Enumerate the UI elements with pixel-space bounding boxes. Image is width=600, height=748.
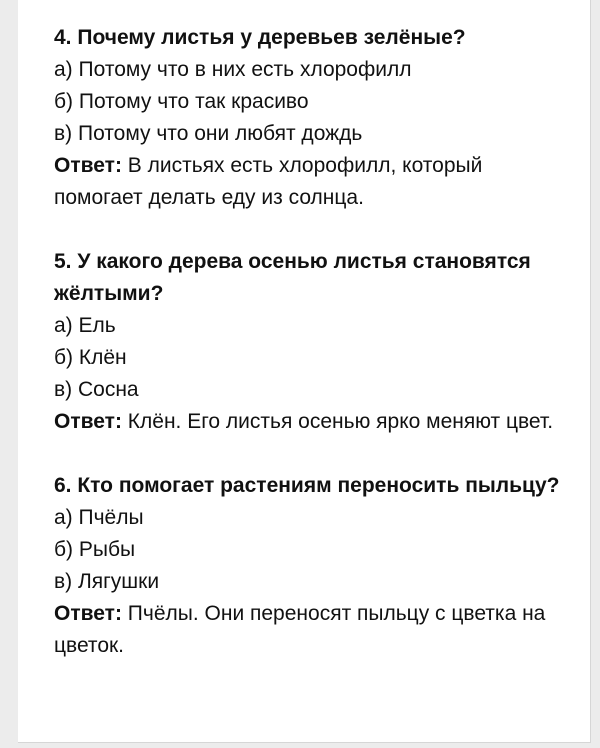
answer-label: Ответ: xyxy=(54,154,122,177)
answer-text: Клён. Его листья осенью ярко меняют цвет. xyxy=(127,410,554,433)
answer-option: а) Ель xyxy=(54,314,116,337)
answer-option: б) Рыбы xyxy=(54,538,136,561)
question-block-6 xyxy=(54,470,574,662)
question-block-4 xyxy=(54,22,574,214)
answer-option: б) Потому что так красиво xyxy=(54,90,309,113)
answer-line xyxy=(54,150,574,214)
answer-option: а) Потому что в них есть хлорофилл xyxy=(54,58,412,81)
answer-line xyxy=(54,598,574,662)
quiz-content xyxy=(54,22,574,694)
answer-option: в) Сосна xyxy=(54,378,139,401)
answer-text: В листьях есть хлорофилл, который помогает делать еду из солнца. xyxy=(54,154,483,209)
question-title: 4. Почему листья у деревьев зелёные? xyxy=(54,26,466,49)
document-page xyxy=(18,0,591,743)
answer-label: Ответ: xyxy=(54,602,122,625)
answer-option: а) Пчёлы xyxy=(54,506,144,529)
question-title: 5. У какого дерева осенью листья становятся жёлтыми? xyxy=(54,250,531,305)
question-title: 6. Кто помогает растениям переносить пыльцу? xyxy=(54,474,560,497)
answer-option: в) Потому что они любят дождь xyxy=(54,122,363,145)
answer-text: Пчёлы. Они переносят пыльцу с цветка на цветок. xyxy=(54,602,546,657)
answer-line xyxy=(54,406,574,438)
answer-option: б) Клён xyxy=(54,346,127,369)
question-block-5 xyxy=(54,246,574,438)
answer-option: в) Лягушки xyxy=(54,570,160,593)
answer-label: Ответ: xyxy=(54,410,122,433)
